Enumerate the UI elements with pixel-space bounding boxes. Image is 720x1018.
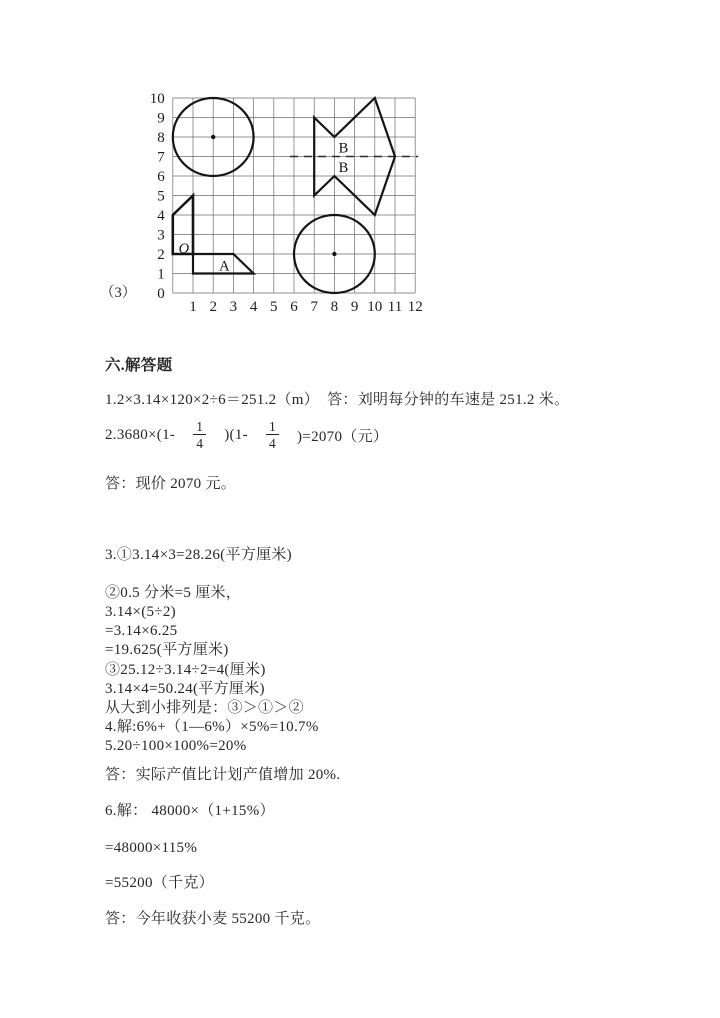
x-axis-tick-label: 6 (290, 299, 298, 315)
y-axis-tick-label: 7 (157, 149, 165, 166)
fraction-denominator: 4 (196, 436, 204, 451)
x-axis-tick-label: 10 (367, 299, 383, 315)
shape-label-O: O (178, 241, 190, 258)
x-axis-tick-label: 9 (350, 299, 359, 315)
circle-center-dot (211, 135, 215, 139)
section-heading: 六.解答题 (105, 357, 173, 374)
coordinate-grid-figure (130, 86, 440, 321)
solution-line: 3.①3.14×3=28.26(平方厘米) (105, 547, 292, 563)
shape-label-B: B (338, 160, 349, 177)
x-axis-tick-label: 3 (229, 299, 238, 315)
solution-line: =55200（千克） (105, 875, 214, 891)
solution-line: 3.14×(5÷2) (105, 604, 176, 620)
solution-line: 3.14×4=50.24(平方厘米) (105, 681, 265, 697)
fraction-numerator: 1 (193, 419, 206, 435)
answer-line-p2: 答：现价 2070 元。 (105, 476, 237, 492)
solution-line: 从大到小排列是：③＞①＞② (105, 700, 304, 716)
y-axis-tick-label: 9 (157, 110, 165, 127)
y-axis-tick-label: 6 (157, 169, 165, 185)
solution-line-p1: 1.2×3.14×120×2÷6＝251.2（m） 答：刘明每分钟的车速是 251.2 米。 (105, 392, 570, 408)
y-axis-tick-label: 10 (149, 91, 165, 107)
x-axis-tick-label: 7 (310, 299, 318, 315)
y-axis-tick-label: 8 (157, 130, 165, 146)
x-axis-tick-label: 5 (270, 299, 278, 315)
x-axis-tick-label: 8 (330, 299, 339, 315)
x-axis-tick-label: 11 (387, 299, 403, 315)
solution-line: ③25.12÷3.14÷2=4(厘米) (105, 662, 266, 678)
y-axis-tick-label: 0 (157, 286, 165, 302)
solution-line: 4.解:6%+（1—6%）×5%=10.7% (105, 719, 319, 735)
fraction-numerator: 1 (266, 419, 279, 435)
solution-line: =48000×115% (105, 840, 198, 856)
answer-line-p5: 答：实际产值比计划产值增加 20%. (105, 767, 341, 783)
solution-line: 5.20÷100×100%=20% (105, 738, 247, 754)
shape-label-B: B (338, 140, 349, 157)
fraction-denominator: 4 (268, 436, 277, 451)
solution-line: ②0.5 分米=5 厘米， (105, 585, 242, 601)
x-axis-tick-label: 1 (189, 299, 197, 315)
y-axis-tick-label: 5 (157, 188, 165, 205)
y-axis-tick-label: 2 (157, 247, 165, 263)
solution-line: =19.625(平方厘米) (105, 642, 229, 658)
solution-line-p2 (105, 418, 388, 452)
shape-label-A: A (219, 258, 230, 275)
y-axis-tick-label: 4 (157, 208, 165, 224)
x-axis-tick-label: 2 (209, 299, 217, 315)
fraction-one-fourth (193, 419, 206, 451)
fraction-one-fourth (266, 419, 279, 451)
answer-line-p6: 答：今年收获小麦 55200 千克。 (105, 911, 321, 927)
solution-line: =3.14×6.25 (105, 623, 178, 639)
solution-line: 6.解： 48000×（1+15%） (105, 803, 275, 819)
x-axis-tick-label: 4 (249, 299, 258, 315)
x-axis-tick-label: 12 (407, 299, 423, 315)
p2-mid: )(1- (224, 426, 248, 443)
p2-suffix: )=2070（元） (297, 428, 389, 445)
y-axis-tick-label: 3 (157, 227, 165, 244)
figure-caption: （3） (100, 285, 137, 301)
y-axis-tick-label: 1 (157, 266, 165, 283)
circle-center-dot (332, 252, 336, 256)
p2-prefix: 2.3680×(1- (105, 426, 176, 443)
